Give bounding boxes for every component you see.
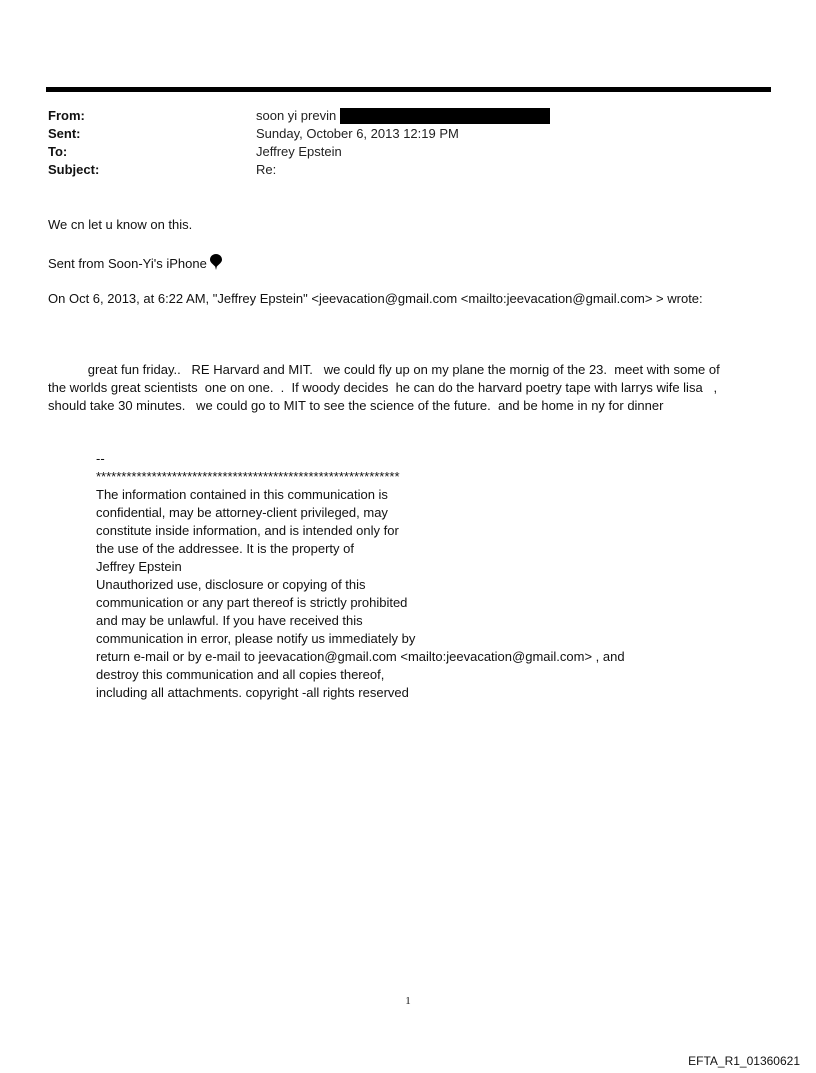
signature-line: return e-mail or by e-mail to jeevacation@gmail.com <mailto:jeevacation@gmail.com> , and (96, 649, 625, 664)
signature-line: destroy this communication and all copies thereof, (96, 667, 385, 682)
signature-stars: ************************************************************ (96, 469, 400, 484)
signature-line: The information contained in this communication is (96, 487, 388, 502)
paragraph-line: the worlds great scientists one on one. . If woody decides he can do the harvard poetry tape with larrys wife lisa , (48, 380, 718, 395)
signature-line: the use of the addressee. It is the property of (96, 541, 354, 556)
signature-line: and may be unlawful. If you have received this (96, 613, 363, 628)
sent-label: Sent: (48, 126, 81, 141)
signature-line: communication in error, please notify us immediately by (96, 631, 416, 646)
from-name: soon yi previn (256, 108, 337, 123)
from-value (256, 107, 550, 125)
quoted-paragraph (48, 361, 768, 415)
signature-line: confidential, may be attorney-client privileged, may (96, 505, 388, 520)
sent-from-line (48, 254, 222, 275)
redaction-box (340, 108, 550, 124)
quote-intro: On Oct 6, 2013, at 6:22 AM, "Jeffrey Epstein" <jeevacation@gmail.com <mailto:jeevacation@gmail.com> > wrote: (48, 291, 703, 306)
signature-line: including all attachments. copyright -all rights reserved (96, 685, 409, 700)
signature-block (96, 450, 625, 702)
paragraph-line: should take 30 minutes. we could go to MIT to see the science of the future. and be home in ny for dinner (48, 398, 664, 413)
sent-value: Sunday, October 6, 2013 12:19 PM (256, 126, 459, 141)
from-label: From: (48, 108, 85, 123)
signature-line: communication or any part thereof is strictly prohibited (96, 595, 408, 610)
reply-line: We cn let u know on this. (48, 217, 193, 232)
header-rule (46, 87, 771, 92)
paragraph-line: great fun friday.. RE Harvard and MIT. we could fly up on my plane the mornig of the 23. meet with some of (48, 362, 720, 377)
to-value: Jeffrey Epstein (256, 144, 342, 159)
page-number: 1 (405, 995, 411, 1007)
to-label: To: (48, 144, 68, 159)
subject-label: Subject: (48, 162, 100, 177)
signature-line: Jeffrey Epstein (96, 559, 182, 574)
subject-value: Re: (256, 162, 277, 177)
document-id: EFTA_R1_01360621 (688, 1054, 800, 1068)
signature-line: constitute inside information, and is intended only for (96, 523, 399, 538)
signature-line: Unauthorized use, disclosure or copying of this (96, 577, 366, 592)
pin-icon (210, 254, 222, 275)
sent-from-text: Sent from Soon-Yi's iPhone (48, 255, 207, 271)
signature-dashes: -- (96, 451, 105, 466)
